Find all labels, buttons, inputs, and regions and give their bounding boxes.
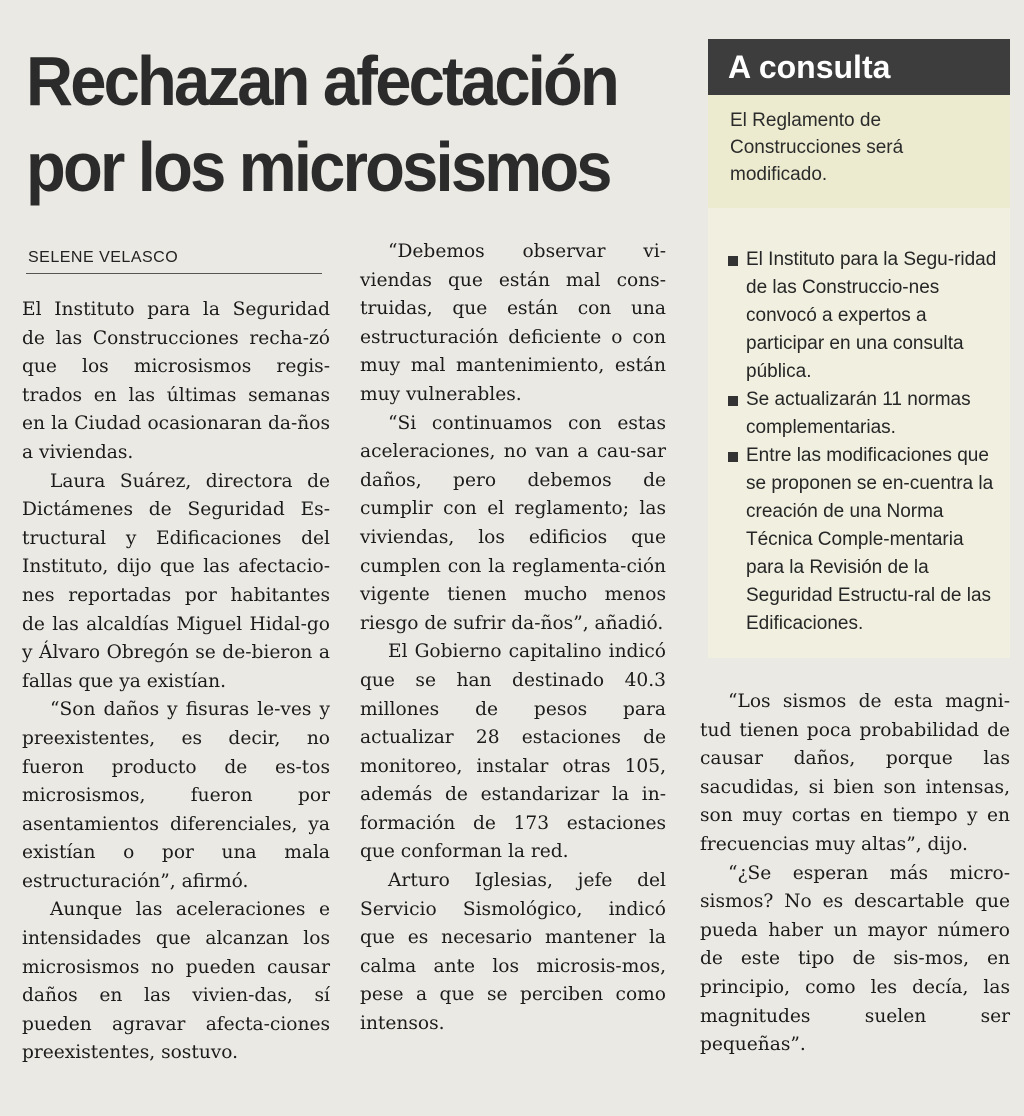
square-bullet-icon bbox=[728, 256, 738, 266]
paragraph: Arturo Iglesias, jefe del Servicio Sismológico, indicó que es necesario mantener la calma ante los microsis-mos, pese a que se perciben como intensos. bbox=[360, 870, 666, 1035]
list-item bbox=[728, 246, 1000, 386]
headline-line-2: por los microsismos bbox=[26, 128, 610, 206]
list-item bbox=[728, 386, 1000, 442]
article-column-1 bbox=[22, 296, 330, 1068]
paragraph: “Los sismos de esta magni-tud tienen poca probabilidad de causar daños, porque las sacudidas, si bien son intensas, son muy cortas en tiempo y en frecuencias muy altas”, dijo. bbox=[700, 691, 1010, 855]
sidebar-body bbox=[708, 208, 1010, 658]
article-column-2 bbox=[360, 238, 666, 1039]
square-bullet-icon bbox=[728, 396, 738, 406]
list-item-text: Se actualizarán 11 normas complementarias. bbox=[746, 389, 971, 438]
sidebar-intro-text: El Reglamento de Construcciones será modificado. bbox=[730, 110, 904, 185]
square-bullet-icon bbox=[728, 452, 738, 462]
list-item bbox=[728, 442, 1000, 638]
sidebar-bullet-list bbox=[728, 246, 1000, 638]
article-column-3 bbox=[700, 688, 1010, 1060]
paragraph: El Instituto para la Seguridad de las Construcciones recha-zó que los microsismos regis-trados en las últimas semanas en la Ciudad ocasionaran da-ños a viviendas. bbox=[22, 299, 330, 463]
paragraph: “Debemos observar vi-viendas que están mal cons-truidas, que están con una estructuración deficiente o con muy mal mantenimiento, están muy vulnerables. bbox=[360, 241, 666, 405]
byline-divider bbox=[26, 273, 322, 274]
headline bbox=[26, 38, 631, 210]
paragraph: “¿Se esperan más micro-sismos? No es descartable que pueda haber un mayor número de este tipo de sis-mos, en principio, como les decía, las magnitudes suelen ser pequeñas”. bbox=[700, 862, 1010, 1056]
sidebar-title: A consulta bbox=[708, 39, 1010, 95]
paragraph: “Si continuamos con estas aceleraciones, no van a cau-sar daños, pero debemos de cumplir con el reglamento; las viviendas, los edificios que cumplen con la reglamenta-ción vigente tienen mucho menos riesgo de sufrir da-ños”, añadió. bbox=[360, 412, 666, 634]
byline: SELENE VELASCO bbox=[28, 249, 179, 266]
paragraph: Aunque las aceleraciones e intensidades que alcanzan los microsismos no pueden causar daños en las vivien-das, sí pueden agravar afecta-ciones preexistentes, sostuvo. bbox=[22, 899, 330, 1064]
paragraph: “Son daños y fisuras le-ves y preexistentes, es decir, no fueron producto de es-tos microsismos, fueron por asentamientos diferenciales, ya existían o por una mala estructuración”, afirmó. bbox=[22, 699, 330, 892]
headline-line-1: Rechazan afectación bbox=[26, 42, 618, 120]
sidebar-intro-box bbox=[708, 95, 1010, 208]
paragraph: El Gobierno capitalino indicó que se han destinado 40.3 millones de pesos para actualizar 28 estaciones de monitoreo, instalar otras 105, además de estandarizar la in-formación de 173 estaciones que conforman la red. bbox=[360, 641, 666, 863]
list-item-text: Entre las modificaciones que se proponen se en-cuentra la creación de una Norma Técnica Comple-mentaria para la Revisión de la Seguridad Estructu-ral de las Edificaciones. bbox=[746, 445, 994, 634]
paragraph: Laura Suárez, directora de Dictámenes de Seguridad Es-tructural y Edificaciones del Instituto, dijo que las afectacio-nes reportadas por habitantes de las alcaldías Miguel Hidal-go y Álvaro Obregón se de-bieron a fallas que ya existían. bbox=[22, 470, 330, 692]
list-item-text: El Instituto para la Segu-ridad de las Construccio-nes convocó a expertos a participar en una consulta pública. bbox=[746, 249, 997, 382]
